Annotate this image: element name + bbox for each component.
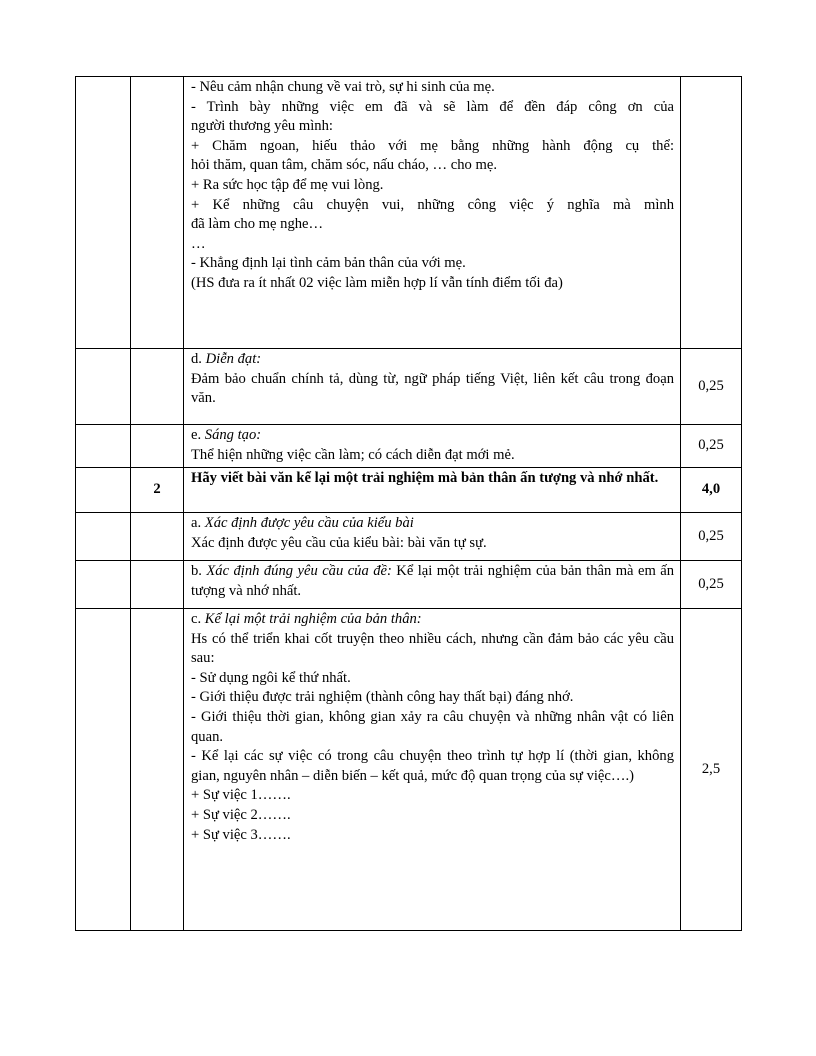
section-cell bbox=[76, 425, 131, 468]
criterion-text: Xác định được yêu cầu của kiểu bài: bài văn tự sự. bbox=[191, 534, 487, 551]
rubric-row-type bbox=[76, 513, 742, 561]
number-cell bbox=[131, 425, 184, 468]
criterion-heading: Sáng tạo: bbox=[204, 427, 262, 443]
score-cell bbox=[681, 77, 742, 349]
content-cell bbox=[184, 609, 681, 931]
content-line: + Sự việc 1……. bbox=[191, 787, 291, 804]
section-cell bbox=[76, 561, 131, 609]
question-number: 2 bbox=[131, 468, 184, 513]
rubric-row-question-2 bbox=[76, 468, 742, 513]
section-cell bbox=[76, 609, 131, 931]
content-line: + Chăm ngoan, hiếu thảo với mẹ bằng những hành động cụ thể: bbox=[191, 137, 674, 154]
score-cell: 0,25 bbox=[681, 349, 742, 425]
section-cell bbox=[76, 513, 131, 561]
number-cell bbox=[131, 609, 184, 931]
rubric-row-1 bbox=[76, 77, 742, 349]
score-cell: 2,5 bbox=[681, 609, 742, 931]
score-cell: 0,25 bbox=[681, 425, 742, 468]
criterion-text: Đảm bảo chuẩn chính tả, dùng từ, ngữ pháp tiếng Việt, liên kết câu trong đoạn văn. bbox=[191, 370, 674, 407]
section-cell bbox=[76, 468, 131, 513]
content-line: người thương yêu mình: bbox=[191, 118, 333, 135]
criterion-prefix: c. bbox=[191, 611, 205, 627]
criterion-prefix: b. bbox=[191, 563, 207, 579]
rubric-row-requirement bbox=[76, 561, 742, 609]
number-cell bbox=[131, 77, 184, 349]
criterion-prefix: e. bbox=[191, 427, 205, 443]
content-line: - Giới thiệu thời gian, không gian xảy ra câu chuyện và những nhân vật có liên quan. bbox=[191, 708, 674, 745]
content-cell bbox=[184, 425, 681, 468]
criterion-heading: Kể lại một trải nghiệm của bản thân: bbox=[204, 611, 422, 627]
score-cell: 4,0 bbox=[681, 468, 742, 513]
criterion-text: Thể hiện những việc cần làm; có cách diễn đạt mới mẻ. bbox=[191, 446, 515, 463]
content-line: - Trình bày những việc em đã và sẽ làm để đền đáp công ơn của bbox=[191, 98, 674, 115]
criterion-heading: Diễn đạt: bbox=[205, 351, 262, 367]
criterion-heading: Xác định được yêu cầu của kiểu bài bbox=[204, 515, 414, 531]
criterion-heading: Xác định đúng yêu cầu của đề: bbox=[206, 563, 392, 579]
rubric-row-expression bbox=[76, 349, 742, 425]
content-line: + Kể những câu chuyện vui, những công việc ý nghĩa mà mình bbox=[191, 196, 674, 213]
content-line: + Sự việc 2……. bbox=[191, 806, 291, 823]
content-line: - Nêu cảm nhận chung về vai trò, sự hi sinh của mẹ. bbox=[191, 79, 495, 95]
content-line: + Sự việc 3……. bbox=[191, 826, 291, 843]
content-line: … bbox=[191, 235, 206, 252]
section-cell bbox=[76, 349, 131, 425]
number-cell bbox=[131, 349, 184, 425]
content-line: đã làm cho mẹ nghe… bbox=[191, 216, 324, 233]
content-line: - Kể lại các sự việc có trong câu chuyện theo trình tự hợp lí (thời gian, không gian, nguyên nhân – diễn biến – kết quả, mức độ quan trọng của sự việc….) bbox=[191, 748, 674, 784]
number-cell bbox=[131, 513, 184, 561]
grading-rubric-table bbox=[75, 76, 742, 931]
content-line: + Ra sức học tập để mẹ vui lòng. bbox=[191, 176, 384, 193]
question-prompt: Hãy viết bài văn kể lại một trải nghiệm mà bản thân ấn tượng và nhớ nhất. bbox=[184, 468, 681, 513]
criterion-text: Kể lại một trải nghiệm của bản thân mà em ấn tượng và nhớ nhất. bbox=[191, 563, 675, 599]
content-line: - Khẳng định lại tình cảm bản thân của với mẹ. bbox=[191, 255, 466, 272]
content-line: - Sử dụng ngôi kể thứ nhất. bbox=[191, 669, 351, 686]
number-cell bbox=[131, 561, 184, 609]
content-cell bbox=[184, 513, 681, 561]
content-line: - Giới thiệu được trải nghiệm (thành công hay thất bại) đáng nhớ. bbox=[191, 689, 574, 706]
criterion-prefix: d. bbox=[191, 351, 206, 367]
content-cell bbox=[184, 561, 681, 609]
content-line: hỏi thăm, quan tâm, chăm sóc, nấu cháo, … cho mẹ. bbox=[191, 157, 497, 174]
score-cell: 0,25 bbox=[681, 513, 742, 561]
content-cell bbox=[184, 349, 681, 425]
score-cell: 0,25 bbox=[681, 561, 742, 609]
content-line: Hs có thể triển khai cốt truyện theo nhiều cách, nhưng cần đảm bảo các yêu cầu sau: bbox=[191, 630, 674, 667]
section-cell bbox=[76, 77, 131, 349]
content-cell bbox=[184, 77, 681, 349]
criterion-prefix: a. bbox=[191, 515, 205, 531]
content-line: (HS đưa ra ít nhất 02 việc làm miễn hợp lí vẫn tính điểm tối đa) bbox=[191, 274, 563, 291]
rubric-row-narration bbox=[76, 609, 742, 931]
rubric-row-creativity bbox=[76, 425, 742, 468]
